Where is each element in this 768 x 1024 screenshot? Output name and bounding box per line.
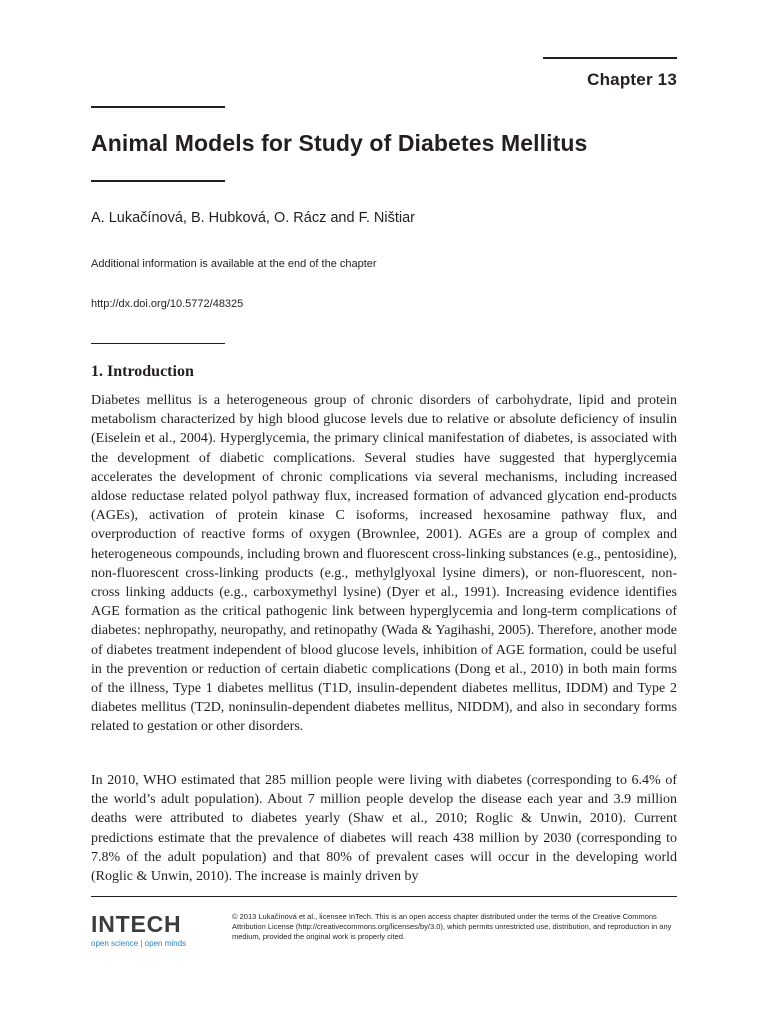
license-notice: © 2013 Lukačínová et al., licensee InTech. This is an open access chapter distributed under the terms of the Creative Commons Attribution License (http://creativecommons.org/licenses/by/3.0), which permits unrestricted use, distribution, and reproduction in any medium, provided the original work is properly cited. [232,912,672,941]
intech-logo [91,912,201,948]
footer-rule [91,896,677,897]
additional-info-note: Additional information is available at the end of the chapter [91,258,377,270]
chapter-label: Chapter 13 [587,70,677,89]
intech-logo-wordmark: INTECH [91,911,182,937]
section-divider-rule [91,343,225,344]
intech-logo-tagline: open science | open minds [91,939,187,948]
title-top-rule [91,106,225,108]
body-paragraph: Diabetes mellitus is a heterogeneous group of chronic disorders of carbohydrate, lipid and protein metabolism characterized by high blood glucose levels due to relative or absolute deficiency of insulin (Eiselein et al., 2004). Hyperglycemia, the primary clinical manifestation of diabetes, is associated with the development of diabetic complications. Several studies have suggested that hyperglycemia accelerates the development of chronic complications via several mechanisms, including increased aldose reductase related polyol pathway flux, increased formation of advanced glycation end-products (AGEs), activation of protein kinase C isoforms, increased hexosamine pathway flux, and overproduction of reactive forms of oxygen (Brownlee, 2001). AGEs are a group of complex and heterogeneous compounds, including brown and fluorescent cross-linking substances (e.g., pentosidine), non-fluorescent cross-linking products (e.g., methylglyoxal lysine dimers), or non-fluorescent, non-cross linking adducts (e.g., carboxymethyl lysine) (Dyer et al., 1991). Increasing evidence identifies AGE formation as the critical pathogenic link between hyperglycemia and long-term complications of diabetes: nephropathy, neuropathy, and retinopathy (Wada & Yagihashi, 2005). Therefore, another mode of diabetes treatment independent of blood glucose levels, inhibition of AGE formation, could be useful in the prevention or reduction of certain diabetic complications (Dong et al., 2010) in both main forms of the illness, Type 1 diabetes mellitus (T1D, insulin-dependent diabetes mellitus, IDDM) and Type 2 diabetes mellitus (T2D, noninsulin-dependent diabetes mellitus, NIDDM), and also in secondary forms related to gestation or other disorders. [91,393,677,735]
doi-link[interactable]: http://dx.doi.org/10.5772/48325 [91,298,244,310]
section-heading: 1. Introduction [91,363,194,380]
title-bottom-rule [91,180,225,182]
author-list: A. Lukačínová, B. Hubková, O. Rácz and F. Ništiar [91,210,415,226]
chapter-title: Animal Models for Study of Diabetes Mellitus [91,130,588,156]
chapter-rule [543,57,677,59]
body-paragraph: In 2010, WHO estimated that 285 million people were living with diabetes (corresponding to 6.4% of the world’s adult population). About 7 million people develop the disease each year and 3.9 million deaths were attributed to diabetes yearly (Shaw et al., 2010; Roglic & Unwin, 2010). Current predictions estimate that the prevalence of diabetes will reach 438 million by 2030 (corresponding to 7.8% of the adult population) and that 80% of prevalent cases will occur in the developing world (Roglic & Unwin, 2010). The increase is mainly driven by [91,773,677,885]
